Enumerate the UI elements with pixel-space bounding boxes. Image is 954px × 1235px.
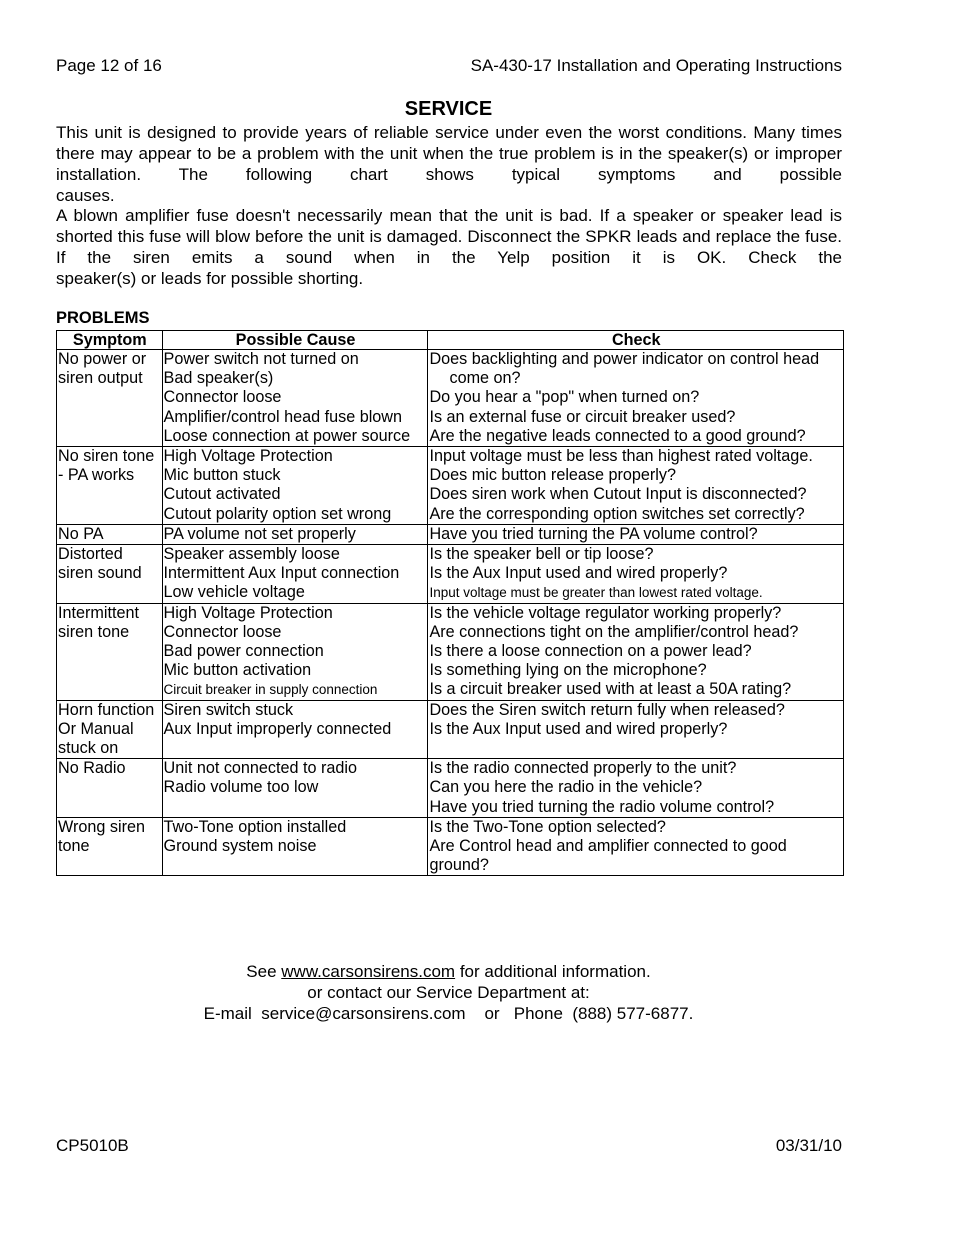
page-number: Page 12 of 16: [56, 56, 162, 75]
symptom-line: Wrong siren: [58, 817, 145, 836]
check-line: Do you hear a "pop" when turned on?: [429, 388, 700, 407]
cause-line: Unit not connected to radio: [163, 759, 358, 778]
check-line: Can you here the radio in the vehicle?: [429, 778, 703, 797]
table-header-row: [57, 331, 844, 350]
contact-info: [0, 961, 897, 1024]
fuse-paragraph: [56, 205, 842, 289]
section-title: SERVICE: [404, 98, 493, 120]
cause-cell: [162, 603, 428, 700]
see-prefix: See: [246, 962, 277, 981]
check-line: Are connections tight on the amplifier/control head?: [429, 622, 799, 641]
cause-line: Connector loose: [163, 622, 282, 641]
check-line: Is there a loose connection on a power lead?: [429, 642, 752, 661]
table-row: [57, 603, 844, 700]
cause-line: High Voltage Protection: [163, 447, 333, 466]
intro-paragraph: [56, 122, 842, 206]
symptom-line: Distorted: [58, 545, 123, 564]
cause-line: Low vehicle voltage: [163, 583, 305, 602]
cause-line: Radio volume too low: [163, 778, 319, 797]
cause-line: Siren switch stuck: [163, 700, 294, 719]
check-line: Is the Aux Input used and wired properly?: [429, 719, 728, 738]
cause-cell: [162, 545, 428, 604]
symptom-line: siren tone: [58, 622, 130, 641]
symptom-line: siren output: [58, 369, 143, 388]
table-row: [57, 350, 844, 447]
column-header-check: Check: [428, 331, 844, 350]
cause-line: Bad power connection: [163, 642, 324, 661]
symptom-line: No siren tone: [58, 447, 155, 466]
cause-line: Two-Tone option installed: [163, 817, 347, 836]
check-line: Does mic button release properly?: [429, 466, 677, 485]
symptom-line: tone: [58, 837, 90, 856]
symptom-cell: [57, 759, 163, 818]
check-cell: [428, 524, 844, 544]
table-row: [57, 524, 844, 544]
check-line: Does siren work when Cutout Input is disconnected?: [429, 485, 807, 504]
column-header-symptom: Symptom: [57, 331, 163, 350]
check-line: Is the vehicle voltage regulator working properly?: [429, 603, 782, 622]
check-cell: [428, 700, 844, 759]
website-link[interactable]: www.carsonsirens.com: [281, 962, 456, 981]
problems-heading: PROBLEMS: [56, 309, 150, 327]
cause-cell: [162, 817, 428, 876]
symptom-line: siren sound: [58, 564, 142, 583]
check-cell: [428, 759, 844, 818]
cause-line: Cutout activated: [163, 485, 281, 504]
cause-cell: [162, 350, 428, 447]
check-line: Input voltage must be greater than lowest rated voltage.: [429, 585, 763, 601]
cause-cell: [162, 447, 428, 525]
document-date: 03/31/10: [775, 1136, 842, 1155]
contact-line-email-phone: E-mail service@carsonsirens.com or Phone (888) 577-6877.: [203, 1004, 694, 1023]
paragraph-last-line: speaker(s) or leads for possible shorting.: [56, 269, 364, 288]
symptom-cell: [57, 700, 163, 759]
cause-cell: [162, 759, 428, 818]
symptom-line: No PA: [58, 524, 104, 543]
paragraph-body: This unit is designed to provide years of reliable service under even the worst conditions. Many times there may appear to be a problem with the unit when the true problem is in the speaker(s) or improper installation. The following chart shows typical symptoms and possible: [56, 123, 842, 184]
check-line: Input voltage must be less than highest rated voltage.: [429, 447, 813, 466]
paragraph-body: A blown amplifier fuse doesn't necessarily mean that the unit is bad. If a speaker or speaker lead is shorted this fuse will blow before the unit is damaged. Disconnect the SPKR leads and replace the fuse. If the siren emits a sound when in the Yelp position it is OK. Check the: [56, 206, 842, 267]
table-row: [57, 447, 844, 525]
cause-line: PA volume not set properly: [163, 524, 356, 543]
check-line: Is an external fuse or circuit breaker used?: [429, 407, 736, 426]
document-title: SA-430-17 Installation and Operating Instructions: [470, 56, 842, 75]
check-line: Is the Aux Input used and wired properly?: [429, 564, 728, 583]
symptom-cell: [57, 524, 163, 544]
check-line: Does backlighting and power indicator on control head: [429, 350, 820, 368]
symptom-line: Horn function: [58, 700, 155, 719]
contact-line-department: or contact our Service Department at:: [307, 983, 590, 1002]
check-line: Is a circuit breaker used with at least a 50A rating?: [429, 680, 792, 699]
column-header-cause: Possible Cause: [162, 331, 428, 350]
check-line: Is the Two-Tone option selected?: [429, 817, 666, 836]
check-line: Is the speaker bell or tip loose?: [429, 545, 654, 564]
cause-line: High Voltage Protection: [163, 603, 333, 622]
symptom-line: No Radio: [58, 759, 126, 778]
cause-line: Cutout polarity option set wrong: [163, 504, 392, 523]
check-line: Have you tried turning the radio volume control?: [429, 797, 775, 816]
cause-line: Intermittent Aux Input connection: [163, 564, 400, 583]
check-line: come on?: [449, 369, 521, 388]
check-line: Have you tried turning the PA volume control?: [429, 524, 758, 543]
cause-line: Power switch not turned on: [163, 350, 359, 368]
check-line: Are Control head and amplifier connected to good: [429, 837, 787, 856]
cause-line: Ground system noise: [163, 837, 317, 856]
check-line: Is the radio connected properly to the unit?: [429, 759, 737, 778]
cause-line: Circuit breaker in supply connection: [163, 682, 378, 698]
symptom-line: - PA works: [58, 466, 135, 485]
troubleshooting-table: [56, 330, 844, 876]
contact-line-website: [0, 961, 897, 982]
check-cell: [428, 545, 844, 604]
check-cell: [428, 817, 844, 876]
cause-line: Aux Input improperly connected: [163, 719, 392, 738]
check-line: Does the Siren switch return fully when released?: [429, 700, 785, 719]
symptom-cell: [57, 350, 163, 447]
cause-line: Bad speaker(s): [163, 369, 274, 388]
document-code: CP5010B: [56, 1136, 129, 1155]
cause-line: Loose connection at power source: [163, 426, 411, 445]
check-cell: [428, 350, 844, 447]
see-suffix: for additional information.: [459, 962, 651, 981]
cause-cell: [162, 700, 428, 759]
check-cell: [428, 603, 844, 700]
symptom-cell: [57, 817, 163, 876]
symptom-line: Or Manual: [58, 719, 134, 738]
symptom-cell: [57, 447, 163, 525]
check-line: Are the negative leads connected to a good ground?: [429, 426, 806, 445]
symptom-cell: [57, 603, 163, 700]
table-row: [57, 545, 844, 604]
table-row: [57, 817, 844, 876]
cause-line: Amplifier/control head fuse blown: [163, 407, 402, 426]
cause-line: Speaker assembly loose: [163, 545, 340, 564]
table-row: [57, 700, 844, 759]
cause-line: Connector loose: [163, 388, 282, 407]
symptom-cell: [57, 545, 163, 604]
paragraph-last-line: causes.: [56, 186, 115, 205]
cause-line: Mic button activation: [163, 661, 312, 680]
table-row: [57, 759, 844, 818]
check-cell: [428, 447, 844, 525]
check-line: Are the corresponding option switches set correctly?: [429, 504, 805, 523]
symptom-line: No power or: [58, 350, 147, 368]
check-line: Is something lying on the microphone?: [429, 661, 707, 680]
symptom-line: stuck on: [58, 739, 119, 758]
check-line: ground?: [429, 856, 489, 875]
cause-cell: [162, 524, 428, 544]
symptom-line: Intermittent: [58, 603, 139, 622]
cause-line: Mic button stuck: [163, 466, 281, 485]
